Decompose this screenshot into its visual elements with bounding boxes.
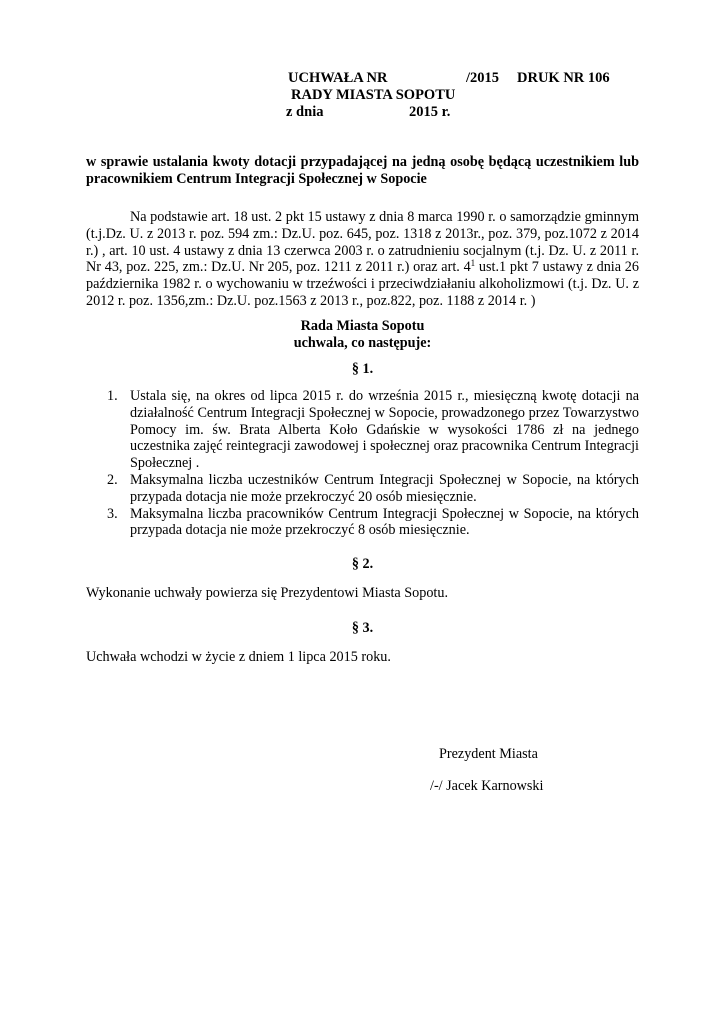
list-item-number: 3. [107,505,118,522]
resolution-subject [86,154,639,188]
resolution-number-label: UCHWAŁA NR [288,70,388,86]
signature-title: Prezydent Miasta [439,746,538,762]
section-2-text: Wykonanie uchwały powierza się Prezydentowi Miasta Sopotu. [86,585,449,601]
list-item [86,506,639,540]
council-name: RADY MIASTA SOPOTU [291,87,456,103]
legal-basis-part-1: Na podstawie art. 18 ust. 2 pkt 15 ustawy z dnia 8 marca 1990 r. o samorządzie gminnym (t.j.Dz. U. z 2013 r. poz. 594 zm.: Dz.U. poz. 645, poz. 1318 z 2013r., poz. 379, poz.1072 z 2014 r.) , art. 10 ust. 4 ustawy z dnia 13 czerwca 2003 r. o zatrudnieniu socjalnym (t.j. Dz. U. z 2011 r. Nr 43, poz. 225, zm.: Dz.U. Nr 205, poz. 1211 z 2011 r.) oraz art. 4 [86,209,639,276]
legal-basis-superscript: 1 [470,258,476,269]
resolves-heading: uchwala, co następuje: [293,335,432,351]
list-item [86,472,639,506]
list-item-text: Maksymalna liczba pracowników Centrum Integracji Społecznej w Sopocie, na których przypada dotacja nie może przekroczyć 8 osób miesięcznie. [130,505,639,539]
list-item-number: 2. [107,471,118,488]
list-item-text: Ustala się, na okres od lipca 2015 r. do września 2015 r., miesięczną kwotę dotacji na działalność Centrum Integracji Społecznej w Sopocie, prowadzonego przez Towarzystwo Pomocy im. św. Brata Alberta Koło Gdańskie w wysokości 1786 zł na jednego uczestnika zajęć reintegracji zawodowej i społecznej oraz pracownika Centrum Integracji Społecznej . [130,388,639,472]
legal-basis [86,209,639,310]
section-1-list [86,388,639,539]
list-item-number: 1. [107,388,118,404]
section-3-text: Uchwała wchodzi w życie z dniem 1 lipca 2015 roku. [86,649,391,665]
legal-basis-part-2: ust.1 pkt 7 ustawy z dnia 26 października 1982 r. o wychowaniu w trzeźwości i przeciwdziałaniu alkoholizmowi (t.j. Dz. U. z 2012 r. poz. 1356,zm.: Dz.U. poz.1563 z 2013 r., poz.822, poz. 1188 z 2014 r. ) [86,259,639,309]
section-1-heading: § 1. [351,361,374,377]
section-2-heading: § 2. [351,556,374,572]
date-label: z dnia [286,104,324,120]
signature-name: /-/ Jacek Karnowski [430,778,544,794]
resolution-year: /2015 [466,70,500,86]
subject-line-2: pracownikiem Centrum Integracji Społecznej w Sopocie [86,170,427,187]
list-item-text: Maksymalna liczba uczestników Centrum Integracji Społecznej w Sopocie, na których przypada dotacja nie może przekroczyć 20 osób miesięcznie. [130,471,639,505]
council-heading: Rada Miasta Sopotu [300,318,425,334]
list-item [86,388,639,472]
print-number: DRUK NR 106 [517,70,610,86]
section-3-heading: § 3. [351,620,374,636]
subject-line-1: w sprawie ustalania kwoty dotacji przypadającej na jedną osobę będącą uczestnikiem lub [86,154,639,170]
date-year: 2015 r. [409,104,451,120]
